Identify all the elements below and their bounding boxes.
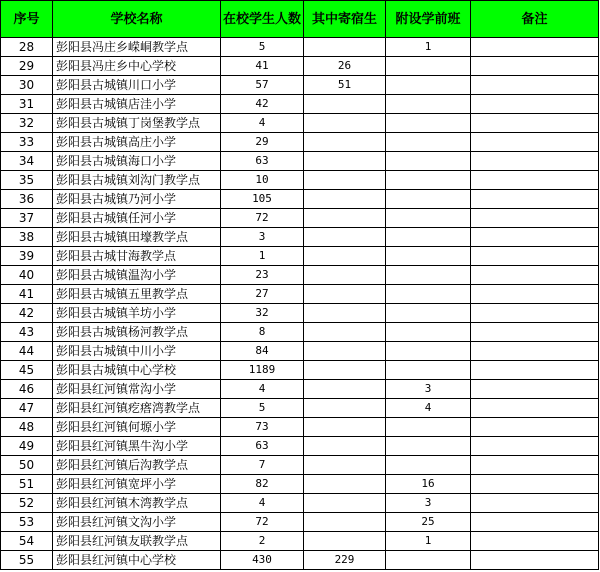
header-no: 序号 <box>1 1 53 38</box>
row-number: 38 <box>1 228 53 247</box>
table-header <box>1 1 599 38</box>
table-row <box>1 456 599 475</box>
notes-cell <box>471 228 599 247</box>
table-row <box>1 133 599 152</box>
preschool-count <box>386 133 471 152</box>
preschool-count <box>386 114 471 133</box>
notes-cell <box>471 456 599 475</box>
notes-cell <box>471 399 599 418</box>
student-count: 72 <box>221 513 304 532</box>
notes-cell <box>471 342 599 361</box>
student-count: 41 <box>221 57 304 76</box>
boarder-count <box>304 494 386 513</box>
school-name: 彭阳县古城甘海教学点 <box>53 247 221 266</box>
student-count: 5 <box>221 38 304 57</box>
school-name: 彭阳县古城镇五里教学点 <box>53 285 221 304</box>
boarder-count <box>304 323 386 342</box>
student-count: 3 <box>221 228 304 247</box>
boarder-count: 229 <box>304 551 386 570</box>
table-row <box>1 494 599 513</box>
school-name: 彭阳县红河镇疙瘩湾教学点 <box>53 399 221 418</box>
notes-cell <box>471 152 599 171</box>
row-number: 34 <box>1 152 53 171</box>
notes-cell <box>471 38 599 57</box>
notes-cell <box>471 361 599 380</box>
preschool-count <box>386 456 471 475</box>
student-count: 1189 <box>221 361 304 380</box>
school-name: 彭阳县古城镇川口小学 <box>53 76 221 95</box>
boarder-count <box>304 95 386 114</box>
school-name: 彭阳县古城镇丁岗堡教学点 <box>53 114 221 133</box>
row-number: 37 <box>1 209 53 228</box>
preschool-count: 4 <box>386 399 471 418</box>
table-row <box>1 380 599 399</box>
student-count: 7 <box>221 456 304 475</box>
notes-cell <box>471 532 599 551</box>
student-count: 84 <box>221 342 304 361</box>
student-count: 32 <box>221 304 304 323</box>
boarder-count <box>304 38 386 57</box>
row-number: 48 <box>1 418 53 437</box>
notes-cell <box>471 171 599 190</box>
row-number: 49 <box>1 437 53 456</box>
preschool-count <box>386 95 471 114</box>
student-count: 4 <box>221 494 304 513</box>
school-name: 彭阳县古城镇任河小学 <box>53 209 221 228</box>
table-row <box>1 209 599 228</box>
boarder-count <box>304 171 386 190</box>
header-notes: 备注 <box>471 1 599 38</box>
student-count: 73 <box>221 418 304 437</box>
row-number: 53 <box>1 513 53 532</box>
notes-cell <box>471 247 599 266</box>
row-number: 45 <box>1 361 53 380</box>
row-number: 31 <box>1 95 53 114</box>
notes-cell <box>471 133 599 152</box>
school-name: 彭阳县红河镇常沟小学 <box>53 380 221 399</box>
notes-cell <box>471 266 599 285</box>
preschool-count <box>386 247 471 266</box>
preschool-count <box>386 342 471 361</box>
preschool-count <box>386 76 471 95</box>
boarder-count <box>304 418 386 437</box>
row-number: 42 <box>1 304 53 323</box>
student-count: 29 <box>221 133 304 152</box>
table-row <box>1 171 599 190</box>
table-row <box>1 437 599 456</box>
student-count: 72 <box>221 209 304 228</box>
school-name: 彭阳县红河镇文沟小学 <box>53 513 221 532</box>
row-number: 30 <box>1 76 53 95</box>
table-row <box>1 399 599 418</box>
boarder-count <box>304 285 386 304</box>
row-number: 33 <box>1 133 53 152</box>
row-number: 55 <box>1 551 53 570</box>
table-row <box>1 114 599 133</box>
boarder-count <box>304 266 386 285</box>
table-row <box>1 551 599 570</box>
boarder-count <box>304 304 386 323</box>
header-preschool: 附设学前班 <box>386 1 471 38</box>
preschool-count <box>386 228 471 247</box>
row-number: 52 <box>1 494 53 513</box>
boarder-count <box>304 247 386 266</box>
header-students: 在校学生人数 <box>221 1 304 38</box>
preschool-count <box>386 209 471 228</box>
preschool-count <box>386 190 471 209</box>
header-boarders: 其中寄宿生 <box>304 1 386 38</box>
boarder-count <box>304 399 386 418</box>
school-name: 彭阳县古城镇羊坊小学 <box>53 304 221 323</box>
boarder-count <box>304 456 386 475</box>
table-row <box>1 266 599 285</box>
preschool-count <box>386 437 471 456</box>
notes-cell <box>471 418 599 437</box>
notes-cell <box>471 95 599 114</box>
table-row <box>1 342 599 361</box>
table-row <box>1 57 599 76</box>
preschool-count <box>386 551 471 570</box>
student-count: 5 <box>221 399 304 418</box>
table-row <box>1 228 599 247</box>
student-count: 430 <box>221 551 304 570</box>
boarder-count <box>304 190 386 209</box>
preschool-count <box>386 171 471 190</box>
preschool-count: 3 <box>386 380 471 399</box>
header-row <box>1 1 599 38</box>
table-row <box>1 323 599 342</box>
boarder-count <box>304 532 386 551</box>
notes-cell <box>471 323 599 342</box>
boarder-count <box>304 228 386 247</box>
table-body <box>1 38 599 570</box>
preschool-count <box>386 152 471 171</box>
preschool-count <box>386 266 471 285</box>
notes-cell <box>471 551 599 570</box>
row-number: 40 <box>1 266 53 285</box>
table-row <box>1 95 599 114</box>
boarder-count <box>304 380 386 399</box>
school-name: 彭阳县冯庄乡嵘峒教学点 <box>53 38 221 57</box>
row-number: 28 <box>1 38 53 57</box>
notes-cell <box>471 304 599 323</box>
table-row <box>1 304 599 323</box>
school-name: 彭阳县古城镇中心学校 <box>53 361 221 380</box>
preschool-count: 3 <box>386 494 471 513</box>
school-name: 彭阳县古城镇田壕教学点 <box>53 228 221 247</box>
student-count: 23 <box>221 266 304 285</box>
table-row <box>1 532 599 551</box>
table-row <box>1 361 599 380</box>
row-number: 44 <box>1 342 53 361</box>
preschool-count <box>386 57 471 76</box>
student-count: 4 <box>221 380 304 399</box>
student-count: 10 <box>221 171 304 190</box>
table-row <box>1 513 599 532</box>
student-count: 42 <box>221 95 304 114</box>
preschool-count <box>386 418 471 437</box>
boarder-count <box>304 437 386 456</box>
row-number: 36 <box>1 190 53 209</box>
notes-cell <box>471 437 599 456</box>
row-number: 32 <box>1 114 53 133</box>
school-name: 彭阳县古城镇海口小学 <box>53 152 221 171</box>
notes-cell <box>471 209 599 228</box>
preschool-count <box>386 361 471 380</box>
boarder-count <box>304 152 386 171</box>
row-number: 51 <box>1 475 53 494</box>
boarder-count: 26 <box>304 57 386 76</box>
school-name: 彭阳县红河镇中心学校 <box>53 551 221 570</box>
table-row <box>1 152 599 171</box>
notes-cell <box>471 494 599 513</box>
notes-cell <box>471 76 599 95</box>
school-name: 彭阳县古城镇温沟小学 <box>53 266 221 285</box>
table-row <box>1 418 599 437</box>
school-name: 彭阳县冯庄乡中心学校 <box>53 57 221 76</box>
table-row <box>1 38 599 57</box>
student-count: 4 <box>221 114 304 133</box>
row-number: 39 <box>1 247 53 266</box>
boarder-count: 51 <box>304 76 386 95</box>
table-row <box>1 285 599 304</box>
row-number: 50 <box>1 456 53 475</box>
preschool-count <box>386 323 471 342</box>
table-row <box>1 247 599 266</box>
school-name: 彭阳县古城镇中川小学 <box>53 342 221 361</box>
boarder-count <box>304 114 386 133</box>
row-number: 46 <box>1 380 53 399</box>
student-count: 63 <box>221 152 304 171</box>
student-count: 82 <box>221 475 304 494</box>
boarder-count <box>304 342 386 361</box>
boarder-count <box>304 133 386 152</box>
student-count: 1 <box>221 247 304 266</box>
row-number: 54 <box>1 532 53 551</box>
preschool-count <box>386 285 471 304</box>
student-count: 57 <box>221 76 304 95</box>
notes-cell <box>471 285 599 304</box>
preschool-count: 1 <box>386 38 471 57</box>
student-count: 27 <box>221 285 304 304</box>
school-name: 彭阳县红河镇木湾教学点 <box>53 494 221 513</box>
notes-cell <box>471 190 599 209</box>
boarder-count <box>304 361 386 380</box>
preschool-count: 25 <box>386 513 471 532</box>
student-count: 8 <box>221 323 304 342</box>
preschool-count <box>386 304 471 323</box>
header-school-name: 学校名称 <box>53 1 221 38</box>
row-number: 43 <box>1 323 53 342</box>
school-name: 彭阳县古城镇高庄小学 <box>53 133 221 152</box>
preschool-count: 1 <box>386 532 471 551</box>
row-number: 41 <box>1 285 53 304</box>
table-row <box>1 475 599 494</box>
boarder-count <box>304 513 386 532</box>
notes-cell <box>471 513 599 532</box>
school-name: 彭阳县古城镇杨河教学点 <box>53 323 221 342</box>
school-name: 彭阳县红河镇宽坪小学 <box>53 475 221 494</box>
student-count: 2 <box>221 532 304 551</box>
row-number: 29 <box>1 57 53 76</box>
school-name: 彭阳县红河镇黑牛沟小学 <box>53 437 221 456</box>
school-name: 彭阳县红河镇何塬小学 <box>53 418 221 437</box>
row-number: 47 <box>1 399 53 418</box>
boarder-count <box>304 475 386 494</box>
boarder-count <box>304 209 386 228</box>
school-name: 彭阳县古城镇乃河小学 <box>53 190 221 209</box>
table-row <box>1 76 599 95</box>
preschool-count: 16 <box>386 475 471 494</box>
school-name: 彭阳县红河镇后沟教学点 <box>53 456 221 475</box>
notes-cell <box>471 475 599 494</box>
notes-cell <box>471 114 599 133</box>
school-name: 彭阳县古城镇刘沟门教学点 <box>53 171 221 190</box>
notes-cell <box>471 57 599 76</box>
school-name: 彭阳县红河镇友联教学点 <box>53 532 221 551</box>
notes-cell <box>471 380 599 399</box>
row-number: 35 <box>1 171 53 190</box>
table-row <box>1 190 599 209</box>
student-count: 105 <box>221 190 304 209</box>
student-count: 63 <box>221 437 304 456</box>
school-name: 彭阳县古城镇店洼小学 <box>53 95 221 114</box>
